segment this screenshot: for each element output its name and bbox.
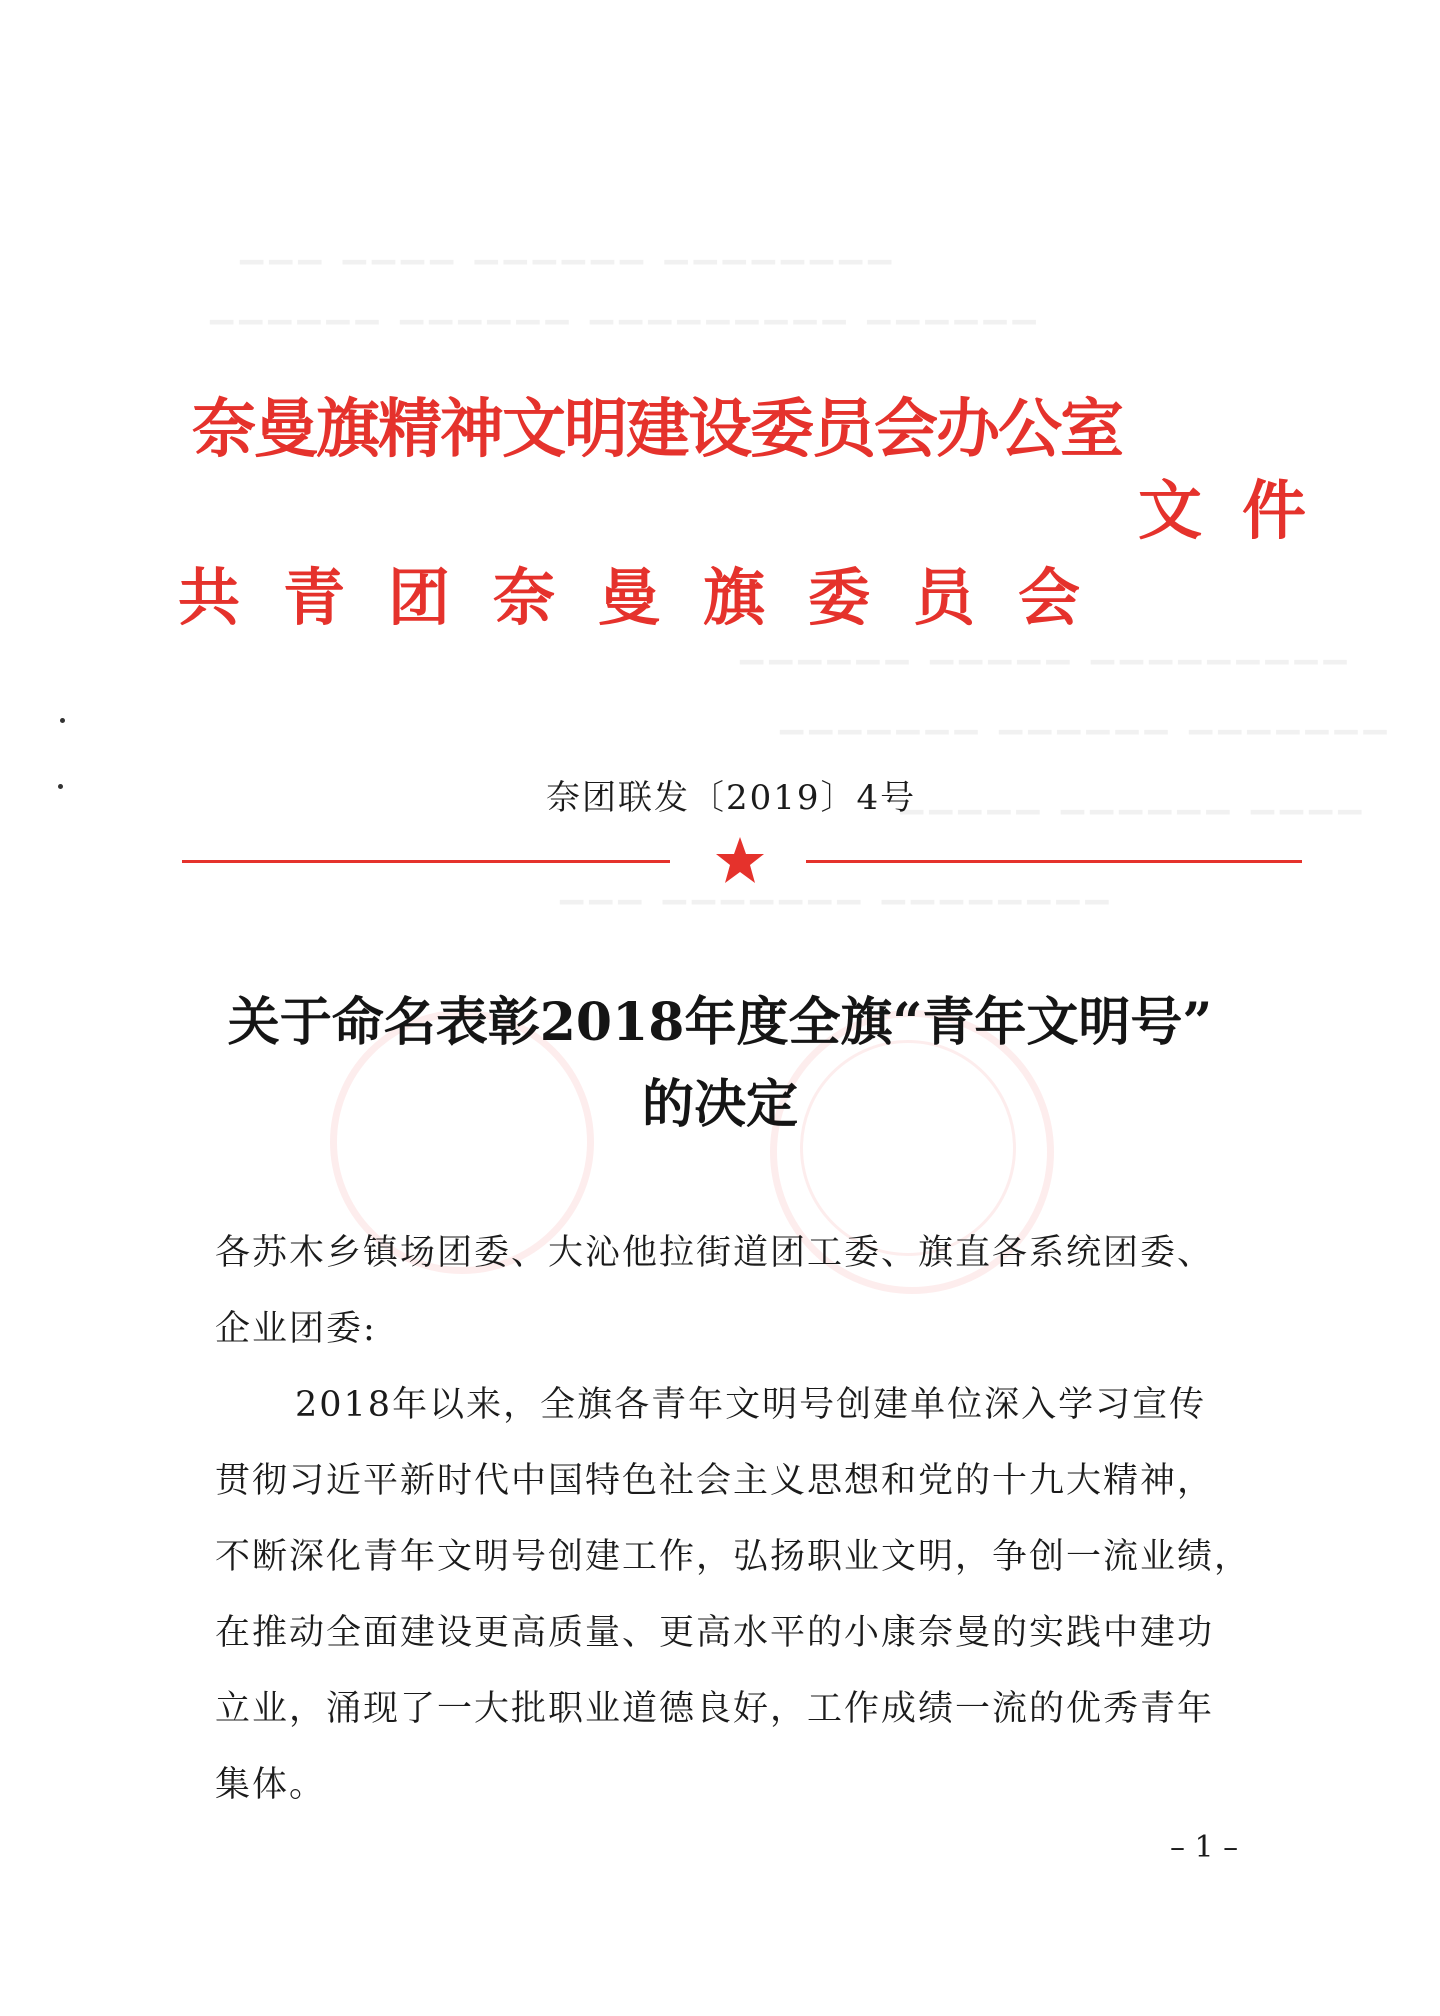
show-through-text: ▁▁▁ ▁▁▁▁ ▁▁▁▁▁▁ ▁▁▁▁▁▁▁▁ — [240, 230, 898, 265]
show-through-text: ▁▁▁▁▁ ▁▁▁▁▁▁ ▁▁▁▁ — [900, 780, 1368, 815]
salutation-line-1: 各苏木乡镇场团委、大沁他拉街道团工委、旗直各系统团委、 — [215, 1233, 1215, 1273]
document-type-label: 文件 — [1138, 474, 1346, 549]
paragraph-line: 立业，涌现了一大批职业道德良好，工作成绩一流的优秀青年 — [215, 1689, 1215, 1729]
issuing-org-2: 共青团奈曼旗委员会 — [178, 561, 1124, 634]
document-title-line-2: 的决定 — [641, 1074, 798, 1135]
paragraph-line: 2018年以来，全旗各青年文明号创建单位深入学习宣传 — [295, 1385, 1207, 1425]
document-number: 奈团联发〔2019〕4号 — [546, 778, 917, 818]
paragraph-line: 不断深化青年文明号创建工作，弘扬职业文明，争创一流业绩， — [215, 1537, 1252, 1577]
issuing-org-1: 奈曼旗精神文明建设委员会办公室 — [192, 392, 1122, 467]
star-icon — [715, 835, 765, 885]
show-through-text: ▁▁▁▁▁▁ ▁▁▁▁▁▁ ▁▁▁▁▁▁▁▁▁ ▁▁▁▁▁▁ — [210, 290, 1042, 325]
page-number: – 1 – — [1170, 1830, 1239, 1865]
show-through-text: ▁▁▁▁▁▁ ▁▁▁▁▁ ▁▁▁▁▁▁▁▁▁ — [740, 630, 1353, 665]
paragraph-line: 集体。 — [215, 1765, 327, 1805]
show-through-text: ▁▁▁ ▁▁▁▁▁▁▁ ▁▁▁▁▁▁▁▁ — [560, 870, 1115, 905]
scan-speck — [58, 784, 63, 789]
header-divider-left — [182, 860, 670, 863]
show-through-text: ▁▁▁▁▁▁▁ ▁▁▁▁▁▁ ▁▁▁▁▁▁▁ — [780, 700, 1393, 735]
document-title-line-1: 关于命名表彰2018年度全旗“青年文明号” — [227, 992, 1213, 1053]
header-divider-right — [806, 860, 1302, 863]
paragraph-line: 贯彻习近平新时代中国特色社会主义思想和党的十九大精神， — [215, 1461, 1215, 1501]
scan-speck — [60, 718, 65, 723]
paragraph-line: 在推动全面建设更高质量、更高水平的小康奈曼的实践中建功 — [215, 1613, 1215, 1653]
salutation-line-2: 企业团委: — [215, 1309, 377, 1349]
